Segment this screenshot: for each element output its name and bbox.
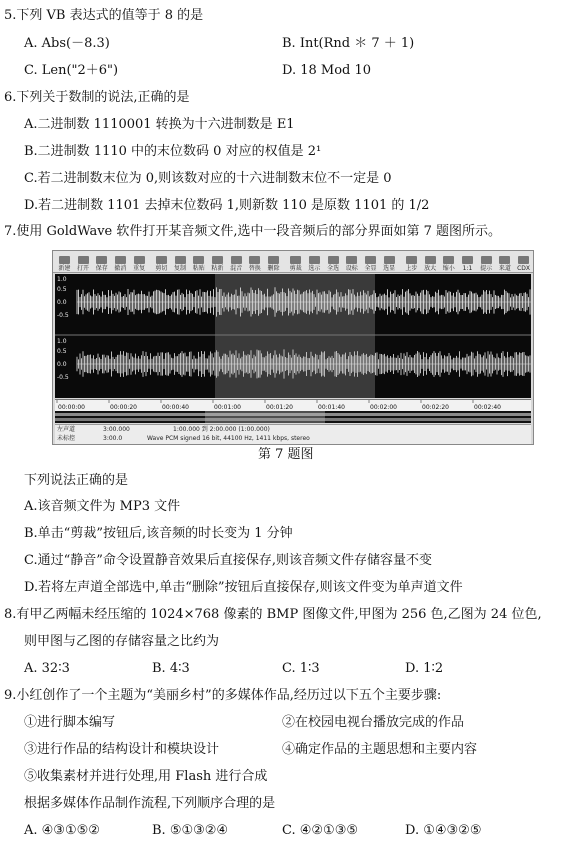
toolbar-button[interactable] <box>152 252 171 272</box>
amplitude-tick-label: -0.5 <box>57 374 69 381</box>
toolbar-icon <box>346 256 357 264</box>
time-ruler <box>55 399 531 411</box>
toolbar-icon <box>462 256 473 264</box>
toolbar-label: 重复 <box>133 265 146 272</box>
q6-option-b: B.二进制数 1110 中的末位数码 0 对应的权值是 2¹ <box>24 144 322 159</box>
toolbar-button[interactable] <box>227 252 246 272</box>
q6-option-a: A.二进制数 1110001 转换为十六进制数是 E1 <box>24 117 295 132</box>
toolbar-label: 全显 <box>364 265 377 272</box>
time-tick-label: 00:02:40 <box>474 404 501 411</box>
q6-option-c: C.若二进制数末位为 0,则该数对应的十六进制数末位不一定是 0 <box>24 171 392 186</box>
toolbar-icon <box>115 256 126 264</box>
toolbar-icon <box>78 256 89 264</box>
q9-step-1: ①进行脚本编写 <box>24 715 116 730</box>
toolbar-icon <box>59 256 70 264</box>
q9-prompt: 根据多媒体作品制作流程,下列顺序合理的是 <box>24 796 276 811</box>
toolbar-label: 选显 <box>383 265 396 272</box>
overview-bar <box>55 411 531 423</box>
toolbar-label: 设标 <box>345 265 358 272</box>
toolbar-icon <box>425 256 436 264</box>
amplitude-tick-label: 0.5 <box>57 286 67 293</box>
toolbar-icon <box>309 256 320 264</box>
time-tick-label: 00:00:00 <box>58 404 85 411</box>
toolbar-label: 剪裁 <box>289 265 302 272</box>
toolbar-label: 提示 <box>480 265 493 272</box>
q9-option-a: A. ④③①⑤② <box>24 823 100 838</box>
toolbar-button[interactable] <box>514 252 533 272</box>
toolbar-label: 替换 <box>248 265 261 272</box>
length-value: 3:00.000 <box>103 426 130 433</box>
toolbar-icon <box>443 256 454 264</box>
q9-option-c: C. ④②①③⑤ <box>282 823 359 838</box>
status-bar <box>55 424 531 444</box>
q5-option-a: A. Abs(－8.3) <box>24 36 110 51</box>
toolbar-icon <box>268 256 279 264</box>
toolbar-label: 新建 <box>58 265 71 272</box>
time-tick-label: 00:02:00 <box>370 404 397 411</box>
toolbar-icon <box>249 256 260 264</box>
toolbar-icon <box>328 256 339 264</box>
toolbar-label: 剪切 <box>155 265 168 272</box>
toolbar-label: 保存 <box>95 265 108 272</box>
amplitude-tick-label: 0.5 <box>57 348 67 355</box>
toolbar-label: 删除 <box>267 265 280 272</box>
goldwave-screenshot <box>52 250 534 445</box>
time-tick-label: 00:01:20 <box>266 404 293 411</box>
q7-option-c: C.通过“静音”命令设置静音效果后直接保存,则该音频文件存储容量不变 <box>24 553 433 568</box>
q6-option-d: D.若二进制数 1101 去掉末位数码 1,则新数 110 是原数 1101 的 1/2 <box>24 198 430 213</box>
amplitude-tick-label: 1.0 <box>57 338 67 345</box>
toolbar-button[interactable] <box>496 252 515 272</box>
toolbar-icon <box>96 256 107 264</box>
toolbar-button[interactable] <box>55 252 74 272</box>
q5-option-d: D. 18 Mod 10 <box>282 63 372 78</box>
q8-option-d: D. 1∶2 <box>405 661 444 676</box>
goldwave-toolbar <box>53 251 533 273</box>
toolbar-label: 粘贴 <box>192 265 205 272</box>
unmarked-value: 3:00.0 <box>103 435 123 442</box>
toolbar-button[interactable] <box>305 252 324 272</box>
q8-stem-line1: 8.有甲乙两幅未经压缩的 1024×768 像素的 BMP 图像文件,甲图为 256 色,乙图为 24 位色, <box>4 607 542 622</box>
toolbar-button[interactable] <box>342 252 361 272</box>
toolbar-label: 放大 <box>424 265 437 272</box>
toolbar-button[interactable] <box>245 252 264 272</box>
q8-stem-line2: 则甲图与乙图的存储容量之比约为 <box>24 634 220 649</box>
toolbar-icon <box>499 256 510 264</box>
toolbar-icon <box>175 256 186 264</box>
toolbar-button[interactable] <box>111 252 130 272</box>
toolbar-label: CDX <box>517 265 530 272</box>
amplitude-tick-label: 0.0 <box>57 361 67 368</box>
toolbar-button[interactable] <box>189 252 208 272</box>
amplitude-tick-label: -0.5 <box>57 312 69 319</box>
unmarked-label: 未标控 <box>57 435 76 442</box>
toolbar-button[interactable] <box>171 252 190 272</box>
toolbar-label: 打开 <box>77 265 90 272</box>
q8-option-b: B. 4∶3 <box>152 661 190 676</box>
toolbar-button[interactable] <box>477 252 496 272</box>
toolbar-button[interactable] <box>286 252 305 272</box>
time-tick-label: 00:01:00 <box>214 404 241 411</box>
toolbar-label: 上步 <box>405 265 418 272</box>
toolbar-button[interactable] <box>130 252 149 272</box>
toolbar-icon <box>134 256 145 264</box>
waveform-display <box>55 274 531 398</box>
q6-stem: 6.下列关于数制的说法,正确的是 <box>4 90 190 105</box>
toolbar-icon <box>193 256 204 264</box>
toolbar-icon <box>518 256 529 264</box>
q8-option-c: C. 1∶3 <box>282 661 320 676</box>
audio-format: Wave PCM signed 16 bit, 44100 Hz, 1411 kbps, stereo <box>147 435 310 442</box>
time-tick-label: 00:01:40 <box>318 404 345 411</box>
selection-range: 1:00.000 到 2:00.000 (1:00.000) <box>173 426 270 433</box>
q5-option-c: C. Len("2＋6") <box>24 63 119 78</box>
q9-step-5: ⑤收集素材并进行处理,用 Flash 进行合成 <box>24 769 268 784</box>
toolbar-icon <box>384 256 395 264</box>
q7-option-d: D.若将左声道全部选中,单击“删除”按钮后直接保存,则该文件变为单声道文件 <box>24 580 463 595</box>
q5-option-b: B. Int(Rnd ＊ 7 ＋ 1) <box>282 36 415 51</box>
time-tick-label: 00:00:40 <box>162 404 189 411</box>
q9-option-b: B. ⑤①③②④ <box>152 823 229 838</box>
toolbar-label: 1:1 <box>462 265 473 272</box>
toolbar-button[interactable] <box>324 252 343 272</box>
toolbar-icon <box>212 256 223 264</box>
toolbar-button[interactable] <box>361 252 380 272</box>
toolbar-button[interactable] <box>92 252 111 272</box>
toolbar-icon <box>290 256 301 264</box>
figure-caption: 第 7 题图 <box>258 447 314 462</box>
toolbar-label: 撤消 <box>114 265 127 272</box>
toolbar-icon <box>406 256 417 264</box>
toolbar-button[interactable] <box>74 252 93 272</box>
toolbar-icon <box>365 256 376 264</box>
time-tick-label: 00:00:20 <box>110 404 137 411</box>
q9-option-d: D. ①④③②⑤ <box>405 823 482 838</box>
q9-stem: 9.小红创作了一个主题为“美丽乡村”的多媒体作品,经历过以下五个主要步骤: <box>4 688 442 703</box>
amplitude-tick-label: 1.0 <box>57 276 67 283</box>
toolbar-button[interactable] <box>208 252 227 272</box>
q5-stem: 5.下列 VB 表达式的值等于 8 的是 <box>4 8 204 23</box>
toolbar-button[interactable] <box>264 252 283 272</box>
toolbar-icon <box>231 256 242 264</box>
q7-option-a: A.该音频文件为 MP3 文件 <box>24 499 181 514</box>
q9-step-4: ④确定作品的主题思想和主要内容 <box>282 742 478 757</box>
toolbar-icon <box>156 256 167 264</box>
q9-step-3: ③进行作品的结构设计和模块设计 <box>24 742 220 757</box>
toolbar-label: 来道 <box>498 265 511 272</box>
q7-option-b: B.单击“剪裁”按钮后,该音频的时长变为 1 分钟 <box>24 526 293 541</box>
toolbar-button[interactable] <box>402 252 421 272</box>
q7-stem: 7.使用 GoldWave 软件打开某音频文件,选中一段音频后的部分界面如第 7 题图所示。 <box>4 224 502 239</box>
q8-option-a: A. 32∶3 <box>24 661 70 676</box>
q9-step-2: ②在校园电视台播放完成的作品 <box>282 715 465 730</box>
toolbar-label: 缩小 <box>442 265 455 272</box>
toolbar-button[interactable] <box>458 252 477 272</box>
toolbar-button[interactable] <box>439 252 458 272</box>
toolbar-label: 选示 <box>308 265 321 272</box>
toolbar-label: 混音 <box>230 265 243 272</box>
q7-prompt: 下列说法正确的是 <box>24 473 129 488</box>
toolbar-button[interactable] <box>380 252 399 272</box>
time-tick-label: 00:02:20 <box>422 404 449 411</box>
left-channel-label: 左声道 <box>57 426 76 433</box>
toolbar-label: 全选 <box>327 265 340 272</box>
toolbar-label: 粘新 <box>211 265 224 272</box>
amplitude-tick-label: 0.0 <box>57 299 67 306</box>
toolbar-button[interactable] <box>421 252 440 272</box>
toolbar-icon <box>481 256 492 264</box>
toolbar-label: 复制 <box>174 265 187 272</box>
